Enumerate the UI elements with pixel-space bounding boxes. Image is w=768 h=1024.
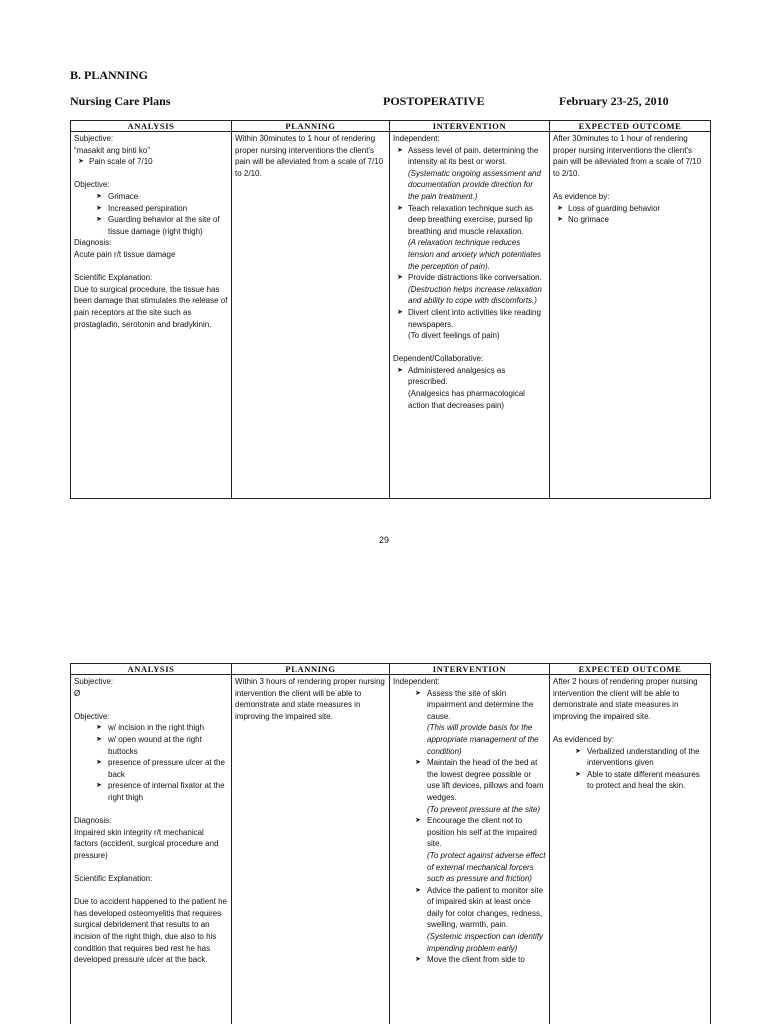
arrow-bullet-icon: ➤ <box>397 204 403 212</box>
list-item <box>74 156 228 168</box>
independent-label: Independent: <box>393 677 440 686</box>
list-item <box>553 769 707 792</box>
intervention-cell <box>390 132 550 499</box>
evidence-label: As evidence by: <box>553 191 610 201</box>
care-plan-table-skin <box>70 663 711 1024</box>
arrow-bullet-icon: ➤ <box>96 216 102 224</box>
intervention-action: Provide distractions like conversation. <box>408 273 542 283</box>
care-phase: POSTOPERATIVE <box>383 94 485 108</box>
column-header-intervention: INTERVENTION <box>390 121 550 132</box>
objective-item: w/ incision in the right thigh <box>108 723 205 733</box>
arrow-bullet-icon: ➤ <box>415 759 421 767</box>
column-header-planning: PLANNING <box>232 664 390 675</box>
arrow-bullet-icon: ➤ <box>575 747 581 755</box>
intervention-action: Teach relaxation technique such as deep breathing exercise, pursed lip breathing and muscle relaxation. <box>408 203 533 236</box>
intervention-rationale: (Destruction helps increase relaxation and ability to cope with discomforts.) <box>408 284 542 306</box>
subjective-quote: “masakit ang binti ko” <box>74 145 151 155</box>
column-header-analysis: ANALYSIS <box>71 121 232 132</box>
list-item <box>393 272 546 284</box>
list-item <box>553 746 707 769</box>
column-header-planning: PLANNING <box>232 121 390 132</box>
diagnosis-text: Impaired skin integrity r/t mechanical factors (accident, surgical procedure and pressure) <box>74 827 219 860</box>
list-item <box>393 757 546 803</box>
objective-item: presence of pressure ulcer at the back <box>108 758 225 779</box>
arrow-bullet-icon: ➤ <box>96 724 102 732</box>
list-item <box>74 757 228 780</box>
intervention-action: Maintain the head of the bed at the lowest degree possible or use lift devices, pillows and foam wedges. <box>427 758 544 802</box>
arrow-bullet-icon: ➤ <box>415 956 421 964</box>
outcome-text: After 2 hours of rendering proper nursing intervention the client will be able to demonstrate and state measures in improving the impaired site. <box>553 677 698 721</box>
explanation-label: Scientific Explanation: <box>74 273 153 283</box>
arrow-bullet-icon: ➤ <box>78 158 84 166</box>
column-header-analysis: ANALYSIS <box>71 664 232 675</box>
arrow-bullet-icon: ➤ <box>397 274 403 282</box>
outcome-text: After 30minutes to 1 hour of rendering proper nursing interventions the client’s pain will be alleviated from a scale of 7/10 to 2/10. <box>553 134 702 178</box>
objective-item: presence of internal fixator at the right thigh <box>108 781 225 802</box>
planning-cell <box>232 132 390 499</box>
intervention-rationale: (Analgesics has pharmacological action that decreases pain) <box>408 389 525 410</box>
evidence-item: Loss of guarding behavior <box>568 203 661 213</box>
arrow-bullet-icon: ➤ <box>397 308 403 316</box>
independent-label: Independent: <box>393 134 440 143</box>
analysis-cell <box>71 675 232 1024</box>
table-row <box>71 675 711 1024</box>
outcome-cell <box>550 675 711 1024</box>
objective-label: Objective: <box>74 711 110 721</box>
outcome-cell <box>550 132 711 499</box>
intervention-rationale: (Systemic inspection can identify impending problem early) <box>427 932 544 953</box>
arrow-bullet-icon: ➤ <box>415 689 421 697</box>
list-item <box>74 191 228 203</box>
plan-header <box>70 94 690 110</box>
table-row <box>71 132 711 499</box>
explanation-label: Scientific Explanation: <box>74 874 153 884</box>
list-item <box>74 734 228 757</box>
evidence-item: Able to state different measures to protect and heal the skin. <box>587 769 700 791</box>
arrow-bullet-icon: ➤ <box>415 817 421 825</box>
explanation-text: Due to accident happened to the patient he has developed osteomyelitis that requires surgical debridement that results to an incision of the right thigh, due also to his condition that requires bed rest he has developed pressure ulcer at the back. <box>74 897 228 965</box>
list-item <box>553 203 707 215</box>
arrow-bullet-icon: ➤ <box>557 204 563 212</box>
subjective-label: Subjective: <box>74 677 114 686</box>
intervention-cell <box>390 675 550 1024</box>
evidence-label: As evidenced by: <box>553 734 614 744</box>
section-title: B. PLANNING <box>70 68 149 82</box>
intervention-rationale: (To divert feelings of pain) <box>408 331 500 341</box>
list-item <box>393 145 546 168</box>
intervention-action: Assess the site of skin impairment and determine the cause. <box>427 688 534 721</box>
intervention-action: Administered analgesics as prescribed. <box>408 365 506 387</box>
dependent-label: Dependent/Collaborative: <box>393 354 484 364</box>
arrow-bullet-icon: ➤ <box>397 146 403 154</box>
planning-text: Within 30minutes to 1 hour of rendering proper nursing interventions the client’s pain will be alleviated from a scale of 7/10 to 2/10. <box>235 134 384 178</box>
intervention-action: Move the client from side to <box>427 955 525 965</box>
planning-cell <box>232 675 390 1024</box>
arrow-bullet-icon: ➤ <box>96 759 102 767</box>
diagnosis-label: Diagnosis: <box>74 238 112 248</box>
arrow-bullet-icon: ➤ <box>96 192 102 200</box>
objective-label: Objective: <box>74 180 110 190</box>
table-header-row <box>71 664 711 675</box>
diagnosis-text: Acute pain r/t tissue damage <box>74 249 176 259</box>
intervention-action: Encourage the client not to position his self at the impaired site. <box>427 816 537 849</box>
date-range: February 23-25, 2010 <box>559 94 669 108</box>
subjective-value: Ø <box>74 688 81 698</box>
list-item <box>74 780 228 803</box>
column-header-intervention: INTERVENTION <box>390 664 550 675</box>
arrow-bullet-icon: ➤ <box>96 735 102 743</box>
evidence-item: No grimace <box>568 215 609 225</box>
list-item <box>74 203 228 215</box>
arrow-bullet-icon: ➤ <box>415 886 421 894</box>
page-number: 29 <box>379 535 390 545</box>
care-plan-table-pain <box>70 120 711 499</box>
list-item <box>393 307 546 330</box>
intervention-rationale: (Systematic ongoing assessment and documentation provide direction for the pain treatment.) <box>408 168 541 201</box>
intervention-rationale: (A relaxation technique reduces tension and anxiety which potentiates the perception of pain). <box>408 238 541 271</box>
subjective-item: Pain scale of 7/10 <box>89 157 153 167</box>
column-header-outcome: EXPECTED OUTCOME <box>550 121 711 132</box>
arrow-bullet-icon: ➤ <box>575 770 581 778</box>
objective-item: Grimace <box>108 191 139 201</box>
subjective-label: Subjective: <box>74 134 114 143</box>
list-item <box>393 688 546 723</box>
evidence-item: Verbalized understanding of the interventions given <box>587 746 700 768</box>
list-item <box>393 954 546 966</box>
intervention-action: Assess level of pain, determining the intensity at its best or worst. <box>408 145 539 167</box>
intervention-rationale: (To protect against adverse effect of external mechanical forcers such as pressure and friction) <box>427 850 546 884</box>
intervention-rationale: (This will provide basis for the appropriate management of the condition) <box>427 723 539 756</box>
objective-item: Increased perspiration <box>108 203 188 213</box>
explanation-text: Due to surgical procedure, the tissue has been damage that stimulates the release of pain receptors at the site such as prostagladin, serotonin and bradykinin. <box>74 284 228 329</box>
list-item <box>393 203 546 238</box>
list-item <box>74 214 228 237</box>
intervention-rationale: (To prevent pressure at the site) <box>427 804 541 814</box>
document-title: Nursing Care Plans <box>70 94 171 108</box>
list-item <box>553 214 707 226</box>
intervention-action: Divert client into activities like reading newspapers. <box>408 307 541 329</box>
arrow-bullet-icon: ➤ <box>96 204 102 212</box>
arrow-bullet-icon: ➤ <box>557 216 563 224</box>
list-item <box>393 885 546 931</box>
list-item <box>393 815 546 850</box>
arrow-bullet-icon: ➤ <box>397 366 403 374</box>
list-item <box>74 722 228 734</box>
intervention-action: Advice the patient to monitor site of impaired skin at least once daily for color changes, redness, swelling, warmth, pain. <box>427 885 544 930</box>
diagnosis-label: Diagnosis: <box>74 816 112 826</box>
planning-text: Within 3 hours of rendering proper nursing intervention the client will be able to demonstrate and state measures in improving the impaired site. <box>235 677 385 721</box>
table-header-row <box>71 121 711 132</box>
objective-item: w/ open wound at the right buttocks <box>108 734 202 756</box>
objective-item: Guarding behavior at the site of tissue damage (right thigh) <box>108 215 220 236</box>
analysis-cell <box>71 132 232 499</box>
list-item <box>393 365 546 388</box>
column-header-outcome: EXPECTED OUTCOME <box>550 664 711 675</box>
arrow-bullet-icon: ➤ <box>96 782 102 790</box>
